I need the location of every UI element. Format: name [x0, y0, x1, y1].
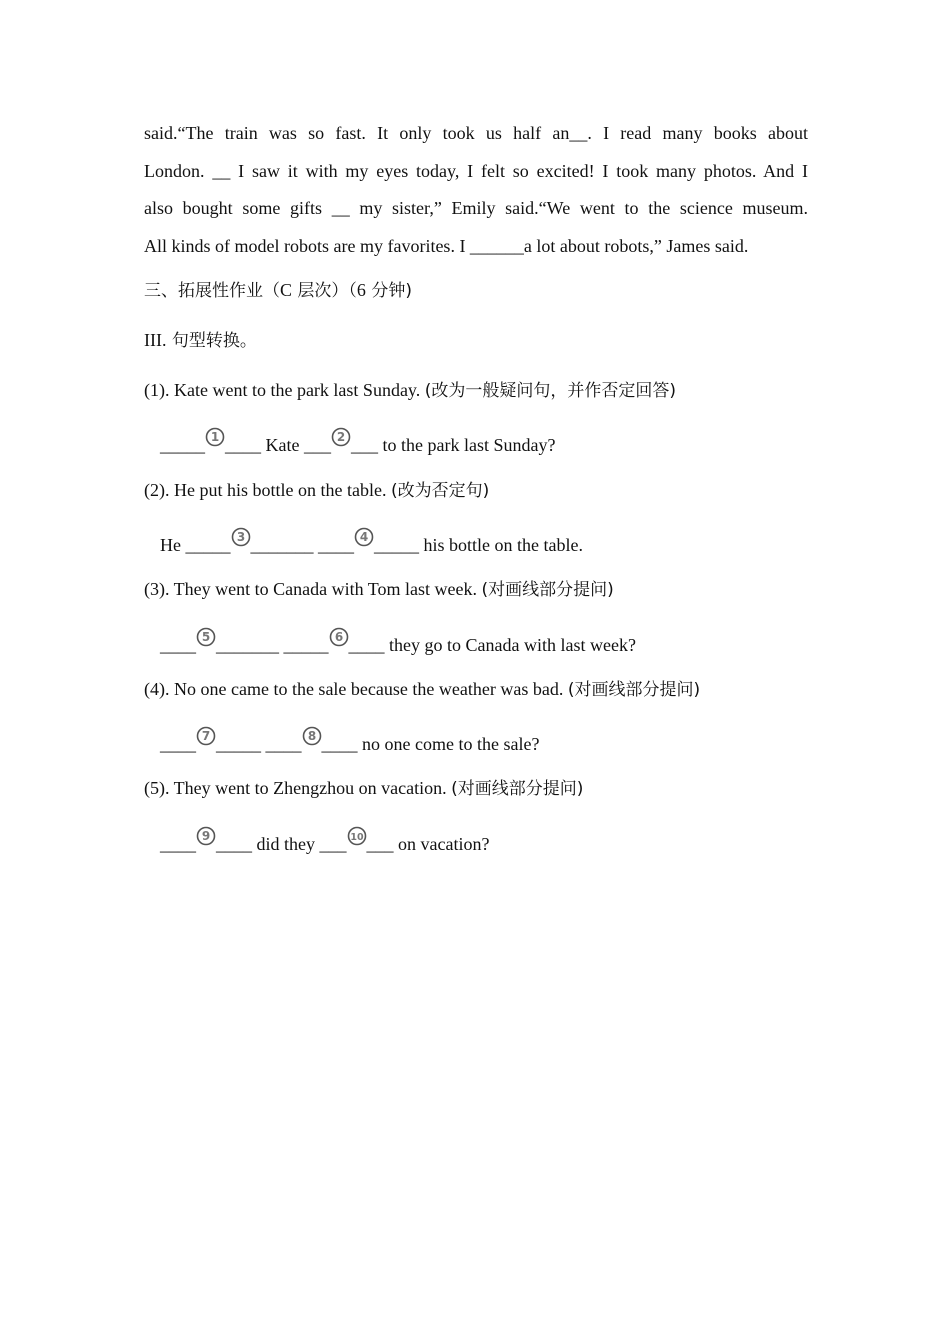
answer-blank: ____	[225, 435, 261, 455]
question-text: (4). No one came to the sale because the weather was bad.	[144, 679, 568, 699]
circled-number-icon	[196, 627, 216, 647]
circled-number-label: 10	[349, 832, 364, 844]
answer-text: they go to Canada with last week?	[384, 635, 636, 655]
answer-blank: _______	[216, 635, 279, 655]
circled-number-icon	[354, 527, 374, 547]
circled-number-icon	[331, 427, 351, 447]
section-heading-cn2: 层次）（	[292, 281, 357, 301]
answer-blank: ____	[160, 734, 196, 754]
circled-number-label: 1	[210, 430, 220, 445]
question-stem	[144, 677, 700, 702]
answer-blank: ___	[319, 834, 347, 854]
question-stem	[144, 577, 614, 602]
circled-number-icon	[205, 427, 225, 447]
answer-blank: _____	[160, 435, 205, 455]
circled-number-label: 5	[201, 630, 211, 645]
question-stem	[144, 378, 676, 403]
answer-line	[160, 627, 636, 657]
passage	[144, 115, 808, 265]
answer-text: no one come to the sale?	[357, 734, 540, 754]
circled-number-icon	[347, 826, 367, 846]
circled-number-label: 7	[201, 729, 211, 744]
passage-line: London. __ I saw it with my eyes today, I felt so excited! I took many photos. And I	[144, 160, 808, 181]
answer-blank: ____	[265, 734, 302, 754]
answer-text: his bottle on the table.	[419, 535, 583, 555]
section-heading-cn: 三、拓展性作业（	[144, 281, 280, 301]
answer-blank: ____	[160, 635, 196, 655]
answer-text: He	[160, 535, 186, 555]
answer-blank: ____	[321, 734, 358, 754]
answer-text: Kate	[261, 435, 304, 455]
answer-line	[160, 826, 489, 856]
section-heading-cn3: 分钟)	[365, 281, 412, 301]
part-title-cn: 句型转换。	[166, 331, 257, 351]
question-text: (3). They went to Canada with Tom last week.	[144, 579, 482, 599]
answer-text: to the park last Sunday?	[377, 435, 556, 455]
answer-blank: _____	[283, 635, 329, 655]
circled-number-icon	[302, 726, 322, 746]
answer-blank: ____	[318, 535, 354, 555]
section-heading-level: C	[280, 280, 293, 300]
circled-number-label: 2	[336, 430, 346, 445]
answer-blank: ___	[350, 435, 378, 455]
circled-number-icon	[329, 627, 349, 647]
question-stem	[144, 478, 489, 503]
circled-number-label: 6	[334, 630, 343, 645]
answer-blank: ____	[348, 635, 385, 655]
answer-blank: ___	[366, 834, 394, 854]
question-instruction: (对画线部分提问)	[481, 580, 614, 600]
question-instruction: (改为否定句)	[390, 481, 490, 501]
question-text: (2). He put his bottle on the table.	[144, 480, 391, 500]
circled-number-label: 4	[359, 530, 369, 545]
answer-text: did they	[252, 834, 320, 854]
question-instruction: (对画线部分提问)	[451, 779, 584, 799]
circled-number-icon	[196, 826, 216, 846]
answer-blank: ____	[160, 834, 196, 854]
answer-text: on vacation?	[393, 834, 490, 854]
question-stem	[144, 776, 583, 801]
circled-number-label: 3	[236, 530, 245, 545]
question-instruction: (对画线部分提问)	[567, 680, 701, 700]
circled-number-label: 9	[201, 829, 211, 844]
part-roman: III.	[144, 330, 167, 350]
passage-line: said.“The train was so fast. It only took us half an__. I read many books about	[144, 123, 808, 143]
circled-number-icon	[231, 527, 251, 547]
question-instruction: (改为一般疑问句，并作否定回答)	[424, 381, 677, 401]
answer-blank: ____	[216, 834, 252, 854]
question-text: (1). Kate went to the park last Sunday.	[144, 380, 425, 400]
answer-blank: _______	[250, 535, 314, 555]
answer-blank: ___	[303, 435, 331, 455]
passage-line: also bought some gifts __ my sister,” Emily said.“We went to the science museum.	[144, 198, 808, 218]
question-text: (5). They went to Zhengzhou on vacation.	[144, 778, 452, 798]
answer-line	[160, 527, 583, 557]
circled-number-label: 8	[307, 729, 316, 744]
answer-blank: _____	[185, 535, 231, 555]
part-title	[144, 328, 257, 353]
circled-number-icon	[196, 726, 216, 746]
answer-line	[160, 427, 555, 457]
answer-blank: _____	[374, 535, 419, 555]
section-heading-minutes: 6	[356, 280, 366, 300]
passage-line: All kinds of model robots are my favorites. I ______a lot about robots,” James said.	[144, 235, 749, 256]
section-heading	[144, 278, 412, 303]
answer-line	[160, 726, 539, 756]
answer-blank: _____	[216, 734, 261, 754]
